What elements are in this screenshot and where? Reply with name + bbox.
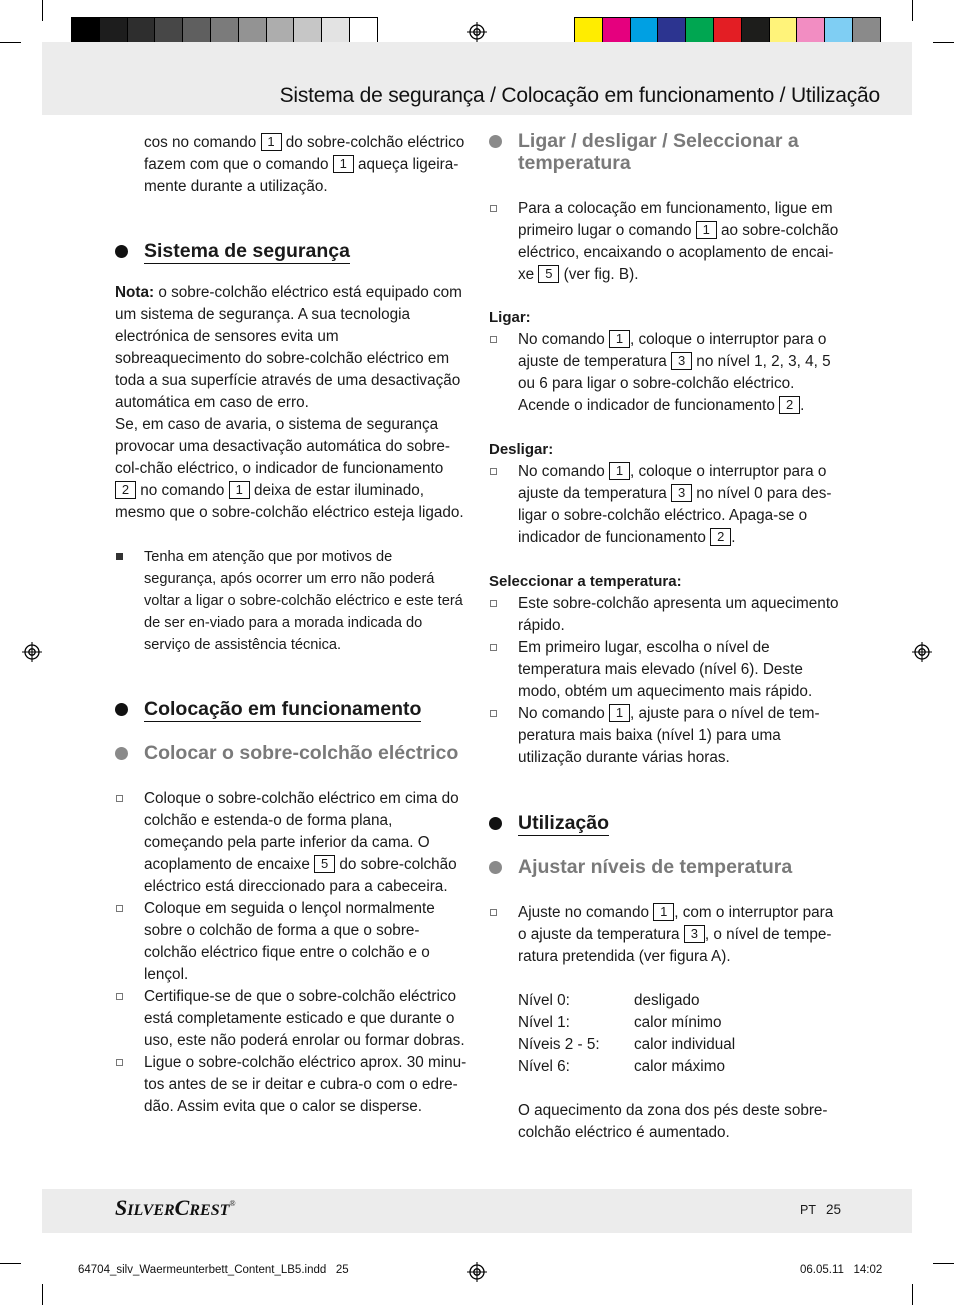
registration-mark-icon (467, 22, 487, 42)
feet-note: O aquecimento da zona dos pés deste sobre-colchão eléctrico é aumentado. (518, 1102, 828, 1141)
use-heading: Utilização (489, 812, 841, 834)
right-column (489, 130, 841, 1144)
crop-mark (933, 1263, 954, 1264)
adjust-heading: Ajustar níveis de temperatura (489, 856, 841, 878)
checkbox-bullet-icon (490, 600, 497, 607)
crop-mark (912, 1284, 913, 1305)
control-ref-box: 3 (671, 484, 692, 502)
note-label: Nota: (115, 284, 155, 301)
bullet-dot-icon (489, 135, 502, 148)
list-item: Em primeiro lugar, escolha o nível de temperatura mais elevado (nível 6). Deste modo, obtém um aquecimento mais rápido. (489, 637, 841, 703)
language-code: PT (800, 1203, 816, 1217)
control-ref-box: 1 (609, 330, 630, 348)
bullet-dot-icon (115, 747, 128, 760)
control-ref-box: 1 (653, 903, 674, 921)
control-ref-box: 3 (671, 352, 692, 370)
checkbox-bullet-icon (490, 336, 497, 343)
note-paragraph: Nota: o sobre-colchão eléctrico está equipado com um sistema de segurança. A sua tecnologia electrónica de sensores evita um sobreaquecimento do sobre-colchão eléctrico em toda a sua superfície através de uma desactivação automática em caso de erro. (115, 284, 462, 411)
on-label: Ligar: (489, 309, 531, 326)
place-heading: Colocar o sobre-colchão eléctrico (115, 742, 467, 764)
checkbox-bullet-icon (490, 909, 497, 916)
left-column (115, 132, 467, 1118)
list-item: Coloque o sobre-colchão eléctrico em cima do colchão e estenda-o de forma plana, começando pela parte inferior da cama. O acoplamento de encaixe 5 do sobre-colchão eléctrico está direccionado para a cabeceira. (115, 788, 467, 898)
checkbox-bullet-icon (490, 644, 497, 651)
print-date: 06.05.11 14:02 (800, 1264, 883, 1276)
bullet-dot-icon (115, 703, 128, 716)
checkbox-bullet-icon (490, 205, 497, 212)
control-ref-box: 2 (779, 396, 800, 414)
commissioning-heading: Colocação em funcionamento (115, 698, 467, 720)
crop-mark (933, 42, 954, 43)
crop-mark (42, 1284, 43, 1305)
level-row: Nível 6: calor máximo (518, 1058, 725, 1075)
control-ref-box: 1 (229, 481, 250, 499)
off-label: Desligar: (489, 441, 554, 458)
onoff-heading: Ligar / desligar / Seleccionar a temperatura (489, 130, 841, 174)
levels-table (489, 990, 841, 1078)
checkbox-bullet-icon (116, 993, 123, 1000)
list-item: Para a colocação em funcionamento, ligue em primeiro lugar o comando 1 ao sobre-colchão eléctrico, encaixando o acoplamento de encai-xe 5 (ver fig. B). (489, 198, 841, 286)
bullet-dot-icon (115, 245, 128, 258)
failure-paragraph: Se, em caso de avaria, o sistema de segurança provocar uma desactivação automática do sobre-col-chão eléctrico, o indicador de funcionamento 2 no comando 1 deixa de estar iluminado, mesmo que o sobre-colchão eléctrico esteja ligado. (115, 416, 464, 521)
control-ref-box: 1 (609, 462, 630, 480)
checkbox-bullet-icon (490, 710, 497, 717)
checkbox-bullet-icon (116, 795, 123, 802)
control-ref-box: 2 (115, 481, 136, 499)
crop-mark (42, 0, 43, 21)
intro-paragraph: cos no comando 1 do sobre-colchão eléctrico fazem com que o comando 1 aqueça ligeira-mente durante a utilização. (144, 134, 465, 195)
safety-heading: Sistema de segurança (115, 240, 467, 262)
level-row: Nível 1: calor mínimo (518, 1014, 722, 1031)
brand-logo: SILVERCREST® (115, 1195, 236, 1220)
list-item: Ajuste no comando 1 , com o interruptor para o ajuste da temperatura 3 , o nível de tempe-ratura pretendida (ver figura A). (489, 902, 841, 968)
page-number: 25 (826, 1202, 842, 1217)
list-item: No comando 1 , ajuste para o nível de tem-peratura mais baixa (nível 1) para uma utilização durante várias horas. (489, 703, 841, 769)
crop-mark (912, 0, 913, 21)
control-ref-box: 5 (538, 265, 559, 283)
control-ref-box: 1 (333, 155, 354, 173)
control-ref-box: 5 (314, 855, 335, 873)
checkbox-bullet-icon (116, 1059, 123, 1066)
list-item: No comando 1 , coloque o interruptor para o ajuste de temperatura 3 no nível 1, 2, 3, 4, 5 ou 6 para ligar o sobre-colchão eléctrico. Acende o indicador de funcionamento 2 . (489, 329, 841, 417)
page-title: Sistema de segurança / Colocação em funcionamento / Utilização (279, 84, 880, 107)
registration-mark-icon (22, 642, 42, 662)
file-name: 64704_silv_Waermeunterbett_Content_LB5.indd 25 (78, 1264, 349, 1276)
list-item: Coloque em seguida o lençol normalmente sobre o colchão de forma a que o sobre-colchão eléctrico fique entre o colchão e o lençol. (115, 898, 467, 986)
square-bullet-icon (116, 553, 123, 560)
list-item: Certifique-se de que o sobre-colchão eléctrico está completamente esticado e que durante o uso, este não poderá enrolar ou formar dobras. (115, 986, 467, 1052)
control-ref-box: 3 (684, 925, 705, 943)
place-list (115, 788, 467, 1118)
control-ref-box: 1 (696, 221, 717, 239)
warning-item: Tenha em atenção que por motivos de segurança, após ocorrer um erro não poderá voltar a ligar o sobre-colchão eléctrico e este terá de ser en-viado para a morada indicada do serviço de assistência técnica. (115, 546, 467, 656)
registration-mark-icon (912, 642, 932, 662)
control-ref-box: 2 (710, 528, 731, 546)
bullet-dot-icon (489, 817, 502, 830)
control-ref-box: 1 (609, 704, 630, 722)
checkbox-bullet-icon (116, 905, 123, 912)
crop-mark (0, 42, 21, 43)
list-item: Ligue o sobre-colchão eléctrico aprox. 30 minu-tos antes de se ir deitar e cubra-o com o edre-dão. Assim evita que o calor se disperse. (115, 1052, 467, 1118)
checkbox-bullet-icon (490, 468, 497, 475)
bullet-dot-icon (489, 861, 502, 874)
level-row: Níveis 2 - 5: calor individual (518, 1036, 736, 1053)
list-item: No comando 1 , coloque o interruptor para o ajuste da temperatura 3 no nível 0 para des-ligar o sobre-colchão eléctrico. Apaga-se o indicador de funcionamento 2 . (489, 461, 841, 549)
list-item: Este sobre-colchão apresenta um aquecimento rápido. (489, 593, 841, 637)
registration-mark-icon (467, 1262, 487, 1282)
level-row: Nível 0: desligado (518, 992, 700, 1009)
control-ref-box: 1 (261, 133, 282, 151)
crop-mark (0, 1263, 21, 1264)
select-label: Seleccionar a temperatura: (489, 573, 682, 590)
